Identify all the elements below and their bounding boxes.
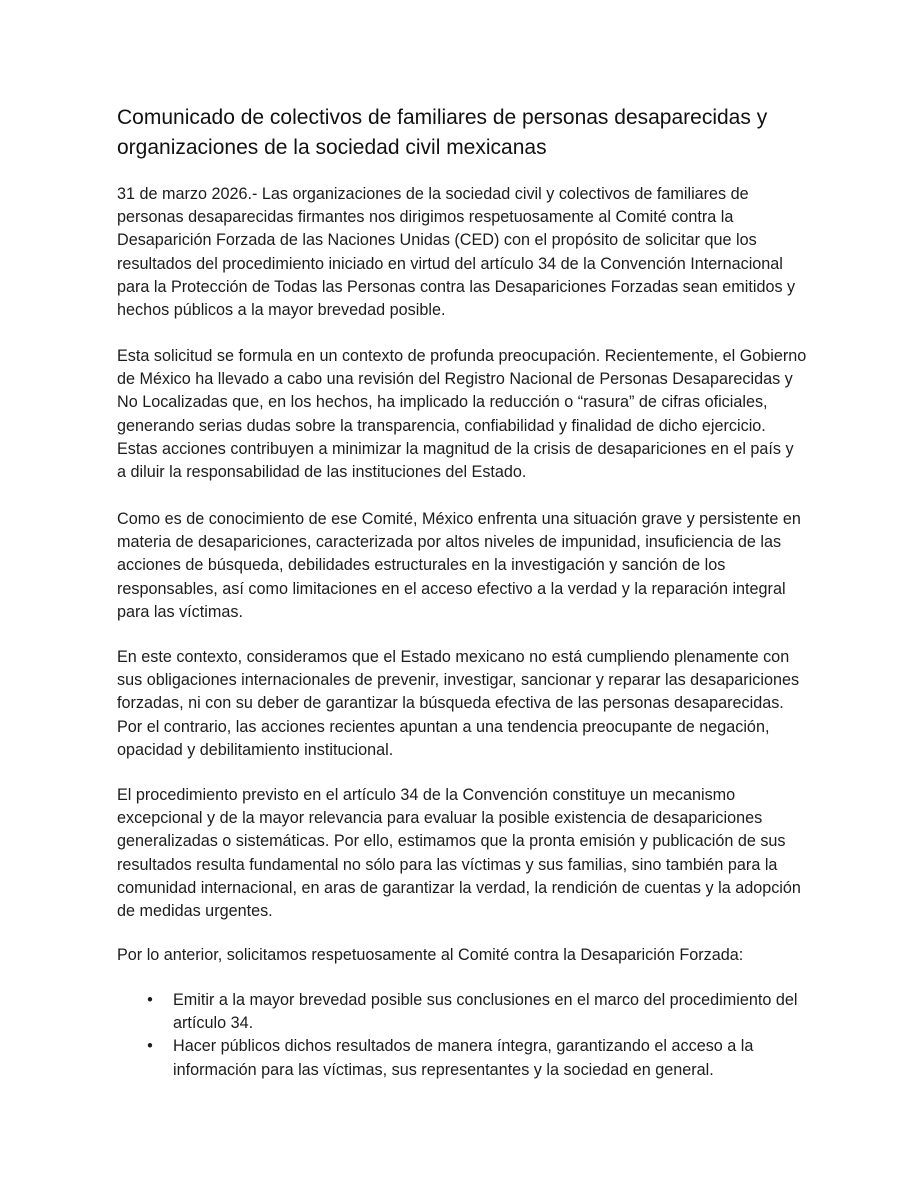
paragraph-article-34: El procedimiento previsto en el artículo 34 de la Convención constituye un mecanismo excepcional y de la mayor relevancia para evaluar la posible existencia de desapariciones generalizadas o sistemáticas. Por ello, estimamos que la pronta emisión y publicación de sus resultados resulta fundamental no sólo para las víctimas y sus familias, sino también para la comunidad internacional, en aras de garantizar la verdad, la rendición de cuentas y la adopción de medidas urgentes. [117, 786, 801, 921]
list-item [117, 1035, 807, 1081]
list-item-text: Hacer públicos dichos resultados de manera íntegra, garantizando el acceso a la información para las víctimas, sus representantes y la sociedad en general. [173, 1037, 754, 1079]
request-list [117, 989, 807, 1082]
paragraph-situation: Como es de conocimiento de ese Comité, México enfrenta una situación grave y persistente en materia de desapariciones, caracterizada por altos niveles de impunidad, insuficiencia de las acciones de búsqueda, debilidades estructurales en la investigación y sanción de los responsables, así como limitaciones en el acceso efectivo a la verdad y la reparación integral para las víctimas. [117, 510, 801, 621]
list-item-text: Emitir a la mayor brevedad posible sus conclusiones en el marco del procedimiento del artículo 34. [173, 991, 798, 1033]
paragraph-date-intro: 31 de marzo 2026.- Las organizaciones de la sociedad civil y colectivos de familiares de personas desaparecidas firmantes nos dirigimos respetuosamente al Comité contra la Desaparición Forzada de las Naciones Unidas (CED) con el propósito de solicitar que los resultados del procedimiento iniciado en virtud del artículo 34 de la Convención Internacional para la Protección de Todas las Personas contra las Desapariciones Forzadas sean emitidos y hechos públicos a la mayor brevedad posible. [117, 185, 796, 320]
paragraph-context: Esta solicitud se formula en un contexto de profunda preocupación. Recientemente, el Gobierno de México ha llevado a cabo una revisión del Registro Nacional de Personas Desaparecidas y No Localizadas que, en los hechos, ha implicado la reducción o “rasura” de cifras oficiales, generando serias dudas sobre la transparencia, confiabilidad y finalidad de dicho ejercicio. Estas acciones contribuyen a minimizar la magnitud de la crisis de desapariciones en el país y a diluir la responsabilidad de las instituciones del Estado. [117, 347, 807, 482]
bullet-icon: • [147, 991, 153, 1009]
bullet-icon: • [147, 1037, 153, 1056]
paragraph-obligations: En este contexto, consideramos que el Estado mexicano no está cumpliendo plenamente con sus obligaciones internacionales de prevenir, investigar, sancionar y reparar las desapariciones forzadas, ni con su deber de garantizar la búsqueda efectiva de las personas desaparecidas. Por el contrario, las acciones recientes apuntan a una tendencia preocupante de negación, opacidad y debilitamiento institucional. [117, 648, 800, 759]
document-title: Comunicado de colectivos de familiares de personas desaparecidas y organizaciones de la sociedad civil mexicanas [117, 106, 768, 159]
list-item [117, 989, 807, 1035]
paragraph-request-intro: Por lo anterior, solicitamos respetuosamente al Comité contra la Desaparición Forzada: [117, 946, 744, 964]
